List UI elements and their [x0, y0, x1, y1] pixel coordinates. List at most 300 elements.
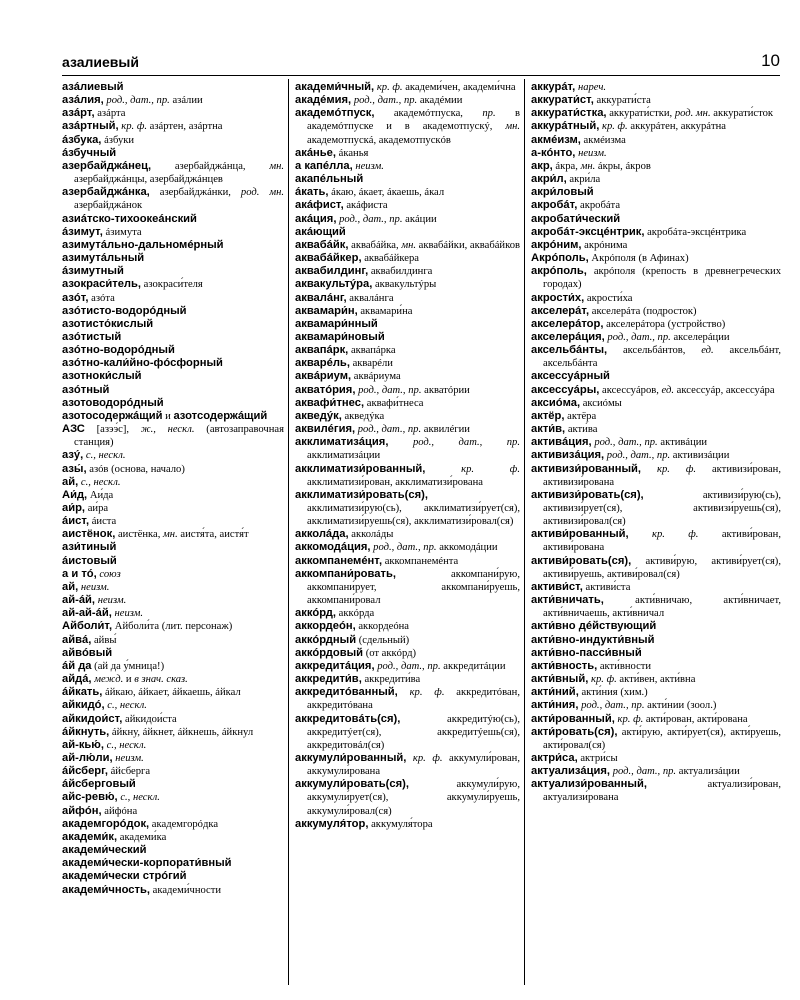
entry-text: аквамари́на — [357, 305, 413, 317]
headword: аккредитовáть(ся), — [295, 712, 401, 725]
headword: азóтисто-водорóдный — [62, 304, 187, 317]
dictionary-entry — [295, 818, 520, 831]
header-rule — [62, 75, 780, 76]
grammar-note: род., дат., пр. — [607, 331, 671, 343]
dictionary-entry — [62, 541, 284, 554]
headword: акселерáция, — [531, 330, 605, 343]
dictionary-entry — [531, 226, 781, 239]
dictionary-entry — [295, 410, 520, 423]
entry-text: активизи́рован, активизи́рована — [543, 463, 781, 488]
headword: активи́рованный, — [531, 528, 629, 541]
dictionary-entry — [62, 660, 284, 673]
dictionary-entry — [531, 726, 781, 752]
dictionary-entry — [62, 357, 284, 370]
dictionary-entry — [295, 568, 520, 607]
dictionary-entry — [531, 318, 781, 331]
dictionary-entry — [62, 278, 284, 291]
headword: активизи́ровать(ся), — [531, 488, 644, 501]
headword: айфóн, — [62, 804, 102, 817]
dictionary-entry — [295, 686, 520, 712]
dictionary-entry — [62, 739, 284, 752]
headword: акти́в, — [531, 423, 566, 436]
entry-text: Аи́да — [87, 489, 114, 501]
entry-text: аквабáйкера — [361, 253, 419, 265]
headword: акколáда, — [295, 528, 349, 541]
entry-text — [425, 464, 461, 475]
dictionary-entry — [62, 634, 284, 647]
dictionary-entry — [531, 752, 781, 765]
headword: азý, — [62, 449, 84, 462]
grammar-note: кр. ф. — [652, 529, 699, 541]
dictionary-entry — [295, 752, 520, 778]
headword: аквамари́новый — [295, 330, 385, 343]
headword: акáющий — [295, 225, 346, 238]
grammar-note: мн. — [505, 121, 520, 133]
headword: аккóрдовый — [295, 646, 364, 659]
dictionary-entry — [531, 463, 781, 489]
headword: áйкать, — [62, 686, 103, 699]
entry-text: áзимута — [102, 226, 142, 238]
entry-text: и — [162, 410, 174, 422]
dictionary-entry — [295, 344, 520, 357]
dictionary-entry — [62, 318, 284, 331]
headword: азотноки́слый — [62, 370, 142, 383]
headword: а и тó, — [62, 567, 97, 580]
entry-text: акти́ва — [565, 424, 598, 436]
entry-text: азербайджáнки, — [149, 187, 241, 199]
grammar-note: род., дат., пр. — [377, 660, 441, 672]
entry-text: аккредитýю(сь), аккредитýет(ся), аккредитýешь(ся), аккредитовáл(ся) — [307, 713, 520, 751]
dictionary-entry — [531, 160, 781, 173]
headword: акти́ния, — [531, 699, 579, 712]
dictionary-entry — [62, 344, 284, 357]
headword: азóтистый — [62, 330, 122, 343]
dictionary-entry — [62, 107, 284, 120]
dictionary-entry — [62, 699, 284, 712]
headword: акварéль, — [295, 357, 350, 370]
headword: ази́тиный — [62, 541, 117, 554]
dictionary-entry — [531, 686, 781, 699]
grammar-note: кр. ф. — [412, 752, 443, 764]
entry-text: аквáриума — [351, 371, 401, 383]
entry-text: активи́ста — [582, 581, 631, 593]
headword: АЗС — [62, 423, 85, 436]
entry-text: акрóполя (крепость в древнегреческих городах) — [543, 266, 781, 291]
entry-text: áкры, áкров — [595, 160, 651, 172]
entry-text: áиста — [89, 516, 117, 528]
dictionary-entry — [295, 252, 520, 265]
dictionary-entry — [62, 713, 284, 726]
dictionary-entry — [62, 594, 284, 607]
headword: акри́ловый — [531, 186, 594, 199]
entry-text: и — [123, 674, 135, 686]
grammar-note: с., нескл. — [120, 792, 160, 804]
headword: аккумули́рованный, — [295, 751, 407, 764]
dictionary-entry — [295, 647, 520, 660]
dictionary-entry — [295, 213, 520, 226]
entry-text: актуализи́рован, актуализи́рована — [543, 779, 781, 804]
entry-text: айкидои́ста — [122, 713, 177, 725]
dictionary-entry — [295, 107, 520, 146]
headword: азóтно-кали́йно-фóсфорный — [62, 357, 223, 370]
dictionary-entry — [62, 410, 284, 423]
dictionary-entry — [531, 107, 781, 120]
dictionary-entry — [62, 528, 284, 541]
entry-text: аквафи́тнеса — [364, 397, 424, 409]
entry-text — [641, 464, 657, 475]
dictionary-entry — [295, 607, 520, 620]
grammar-note: ед. — [661, 384, 674, 396]
dictionary-entry — [531, 699, 781, 712]
headword: аквакультýра, — [295, 278, 373, 291]
dictionary-entry — [62, 331, 284, 344]
entry-text: аквалáнга — [346, 292, 394, 304]
headword: азóт, — [62, 291, 89, 304]
entry-text: (ай да у́мница!) — [91, 660, 165, 672]
headword: áкать, — [295, 186, 329, 199]
headword: áйсберг, — [62, 765, 108, 778]
entry-text: акри́ла — [566, 174, 601, 186]
headword: аквапáрк, — [295, 344, 349, 357]
entry-text: áкра, — [552, 160, 581, 172]
dictionary-entry — [62, 818, 284, 831]
entry-text: акти́вничаю, акти́вничает, акти́вничаешь, акти́вничал — [543, 595, 781, 620]
grammar-note: неизм. — [115, 752, 144, 764]
entry-text: академи́чен, академи́чна — [402, 82, 516, 93]
dictionary-entry — [62, 726, 284, 739]
dictionary-entry — [62, 384, 284, 397]
grammar-note: род., дат., пр. — [612, 766, 677, 778]
dictionary-entry — [62, 515, 284, 528]
headword: акклиматизи́рованный, — [295, 462, 426, 475]
headword: акáция, — [295, 212, 337, 225]
dictionary-entry — [531, 239, 781, 252]
headword: áйсберговый — [62, 778, 136, 791]
grammar-note: неизм. — [114, 608, 144, 620]
headword: áист, — [62, 515, 90, 528]
entry-text: азóта — [88, 292, 115, 304]
headword: акти́вный, — [531, 673, 589, 686]
entry-text: аквакультýры — [372, 279, 437, 291]
headword: акклиматизи́ровать(ся), — [295, 488, 428, 501]
grammar-note: кр. ф. — [409, 687, 445, 699]
dictionary-entry — [531, 384, 781, 397]
entry-text: акти́вен, акти́вна — [616, 674, 696, 686]
dictionary-entry — [62, 265, 284, 278]
grammar-note: межд. — [94, 674, 124, 686]
dictionary-entry — [62, 186, 284, 212]
headword: актёр, — [531, 409, 565, 422]
headword: акробáт-эксцéнтрик, — [531, 225, 645, 238]
headword: ай, — [62, 580, 79, 593]
headword: азы́, — [62, 462, 87, 475]
headword: áзимутный — [62, 265, 124, 278]
dictionary-entry — [62, 765, 284, 778]
entry-text: áзбуки — [101, 134, 135, 146]
dictionary-entry — [295, 673, 520, 686]
entry-text: акрости́ха — [584, 292, 633, 304]
grammar-note: род., дат., пр. — [412, 437, 520, 449]
headword: а капéлла, — [295, 159, 353, 172]
headword: аккóрд, — [295, 607, 337, 620]
headword: активи́ровать(ся), — [531, 554, 632, 567]
dictionary-entry — [531, 94, 781, 107]
dictionary-entry — [531, 199, 781, 212]
headword: акклиматизáция, — [295, 436, 389, 449]
entry-text: азокраси́теля — [141, 279, 203, 291]
headword: активи́ст, — [531, 580, 583, 593]
entry-text: азóв (основа, начало) — [86, 463, 185, 475]
entry-text: акселерáтора (устройство) — [603, 318, 726, 330]
dictionary-entry — [295, 634, 520, 647]
headword: акри́л, — [531, 173, 567, 186]
entry-text: аккурати́сток — [710, 108, 774, 120]
headword: азимутáльный — [62, 252, 145, 265]
dictionary-entry — [62, 857, 284, 870]
entry-text: в академóтпуске и в академотпускý, — [307, 108, 520, 133]
headword: аи́р, — [62, 502, 86, 514]
grammar-note: ед. — [701, 345, 714, 357]
dictionary-column-1 — [62, 81, 284, 897]
entry-text: акти́рую, акти́рует(ся), акти́руешь, акти́ровал(ся) — [543, 726, 781, 751]
entry-text: аккредитáции — [440, 660, 506, 672]
headword: áзбучный — [62, 146, 117, 159]
entry-text: акварéли — [349, 358, 393, 370]
dictionary-entry — [531, 134, 781, 147]
entry-text: аккурати́стки, — [606, 108, 675, 120]
headword: азотсодержáщий — [173, 409, 268, 422]
grammar-note: род., дат., пр. — [106, 95, 170, 107]
headword: ай, — [62, 475, 79, 488]
entry-text: айфóна — [101, 805, 138, 817]
grammar-note: неизм. — [80, 581, 110, 593]
entry-text: аккредитóван, аккредитóвана — [307, 687, 520, 712]
entry-text: аквабáйка, — [348, 239, 402, 251]
dictionary-entry — [531, 765, 781, 778]
dictionary-entry — [295, 370, 520, 383]
entry-text: азербайджáнца, — [151, 160, 270, 172]
headword: акмéизм, — [531, 133, 581, 146]
dictionary-entry — [295, 660, 520, 673]
headword: акрости́х, — [531, 291, 585, 304]
headword: aзáлиевый — [62, 81, 124, 93]
headword: актуализи́рованный, — [531, 778, 647, 791]
dictionary-entry — [531, 528, 781, 554]
grammar-note: союз — [99, 568, 121, 580]
dictionary-entry — [295, 384, 520, 397]
entry-text: аккредити́ва — [361, 674, 421, 686]
dictionary-entry — [531, 673, 781, 686]
headword: айвá, — [62, 633, 92, 646]
entry-text: аккомпанемéнта — [382, 555, 459, 567]
headword: азáртный, — [62, 120, 119, 133]
dictionary-entry — [531, 594, 781, 620]
column-divider — [288, 79, 289, 985]
dictionary-entry — [531, 620, 781, 633]
dictionary-entry — [295, 292, 520, 305]
entry-text: академи́ка — [117, 831, 167, 843]
dictionary-entry — [62, 647, 284, 660]
dictionary-entry — [62, 581, 284, 594]
dictionary-entry — [62, 94, 284, 107]
grammar-note: кр. ф. — [461, 463, 520, 475]
grammar-note: с., нескл. — [107, 700, 147, 712]
dictionary-entry — [295, 541, 520, 554]
dictionary-entry — [295, 147, 520, 160]
headword: активизи́рованный, — [531, 462, 642, 475]
entry-text: азáлии — [169, 95, 203, 107]
dictionary-entry — [62, 673, 284, 686]
entry-text: акти́рован, акти́рована — [643, 713, 748, 725]
headword: аксельбáнты, — [531, 344, 608, 357]
dictionary-entry — [531, 647, 781, 660]
headword: академи́чески стрóгий — [62, 870, 187, 883]
grammar-note: род., дат., пр. — [357, 424, 422, 436]
entry-text: аксельбáнт, аксельбáнта — [543, 345, 781, 370]
headword: акватóрия, — [295, 383, 356, 396]
entry-text — [629, 529, 652, 540]
entry-text: аистя́та, аистя́т — [177, 529, 249, 541]
entry-text: аккордеóна — [355, 621, 410, 633]
dictionary-entry — [62, 147, 284, 160]
dictionary-entry — [62, 449, 284, 462]
headword: аксессуáрный — [531, 370, 610, 383]
column-divider — [524, 79, 525, 985]
headword: активáция, — [531, 436, 592, 449]
entry-text: активизáции — [670, 450, 730, 462]
dictionary-entry — [62, 502, 284, 515]
grammar-note: род., дат., пр. — [581, 700, 645, 712]
entry-text: актри́сы — [577, 752, 618, 764]
entry-text: акклиматизáции — [307, 450, 381, 462]
dictionary-entry — [295, 81, 520, 94]
entry-text: аистёнка, — [115, 529, 164, 541]
entry-text: Айболи́та (лит. персонаж) — [112, 621, 233, 633]
headword: акти́вничать, — [531, 594, 604, 607]
dictionary-entry — [62, 791, 284, 804]
headword: аккумули́ровать(ся), — [295, 778, 409, 791]
headword: айс-ревю́, — [62, 791, 118, 804]
entry-text: актёра — [564, 410, 597, 422]
running-head-word: азалиевый — [62, 54, 139, 70]
headword: айвóвый — [62, 646, 113, 659]
dictionary-entry — [531, 252, 781, 265]
dictionary-entry — [531, 305, 781, 318]
dictionary-entry — [62, 239, 284, 252]
grammar-note: мн. — [401, 239, 416, 251]
dictionary-entry — [295, 239, 520, 252]
dictionary-entry — [531, 436, 781, 449]
entry-text: акселерáта (подросток) — [589, 305, 697, 317]
headword: аквабилдинг, — [295, 265, 369, 278]
headword: азотосодержáщий — [62, 409, 163, 422]
entry-text: акадéмии — [417, 95, 463, 107]
dictionary-entry — [531, 410, 781, 423]
headword: академи́чный, — [295, 81, 375, 93]
dictionary-entry — [62, 134, 284, 147]
entry-text: áканья — [336, 147, 369, 159]
headword: акáнье, — [295, 146, 337, 159]
headword: аквабáйк, — [295, 238, 349, 251]
entry-text: аккóрда — [336, 608, 375, 620]
grammar-note: кр. ф. — [121, 121, 147, 133]
headword: азóтный — [62, 383, 110, 396]
headword: акробáт, — [531, 199, 578, 212]
headword: азокраси́тель, — [62, 278, 142, 291]
dictionary-entry — [62, 476, 284, 489]
headword: Айболи́т, — [62, 620, 113, 633]
dictionary-entry — [295, 436, 520, 462]
entry-text: áйсберга — [107, 766, 151, 778]
dictionary-entry — [531, 265, 781, 291]
entry-text: акклиматизи́рую(сь), акклиматизи́рует(ся), акклиматизи́руешь(ся), акклиматизи́ровал(ся) — [307, 503, 520, 528]
dictionary-entry — [295, 265, 520, 278]
dictionary-entry — [62, 226, 284, 239]
entry-text: акáции — [402, 213, 437, 225]
grammar-note: с., нескл. — [85, 450, 126, 462]
headword: акробати́ческий — [531, 212, 621, 225]
entry-text: аи́ра — [85, 503, 109, 514]
dictionary-entry — [531, 213, 781, 226]
entry-text: активи́рован, активи́рована — [543, 529, 781, 554]
dictionary-entry — [295, 173, 520, 186]
entry-text: аккумули́рую, аккумули́рует(ся), аккумули́руешь, аккумули́ровал(ся) — [307, 779, 520, 817]
entry-text: áкаю, áкает, áкаешь, áкал — [328, 187, 445, 199]
entry-text: акватóрии — [421, 384, 470, 396]
entry-text: аккурати́ста — [593, 95, 651, 107]
dictionary-entry — [531, 81, 781, 94]
headword: академóтпуск, — [295, 107, 375, 120]
headword: акти́вно дéйствующий — [531, 620, 657, 633]
entry-text: áйкаю, áйкает, áйкаешь, áйкал — [102, 687, 241, 699]
headword: аквилéгия, — [295, 423, 356, 436]
headword: аквамари́нный — [295, 317, 378, 330]
headword: академи́чески-корпорати́вный — [62, 857, 232, 870]
dictionary-entry — [531, 292, 781, 305]
headword: áйкнуть, — [62, 725, 110, 738]
dictionary-entry — [62, 370, 284, 383]
dictionary-entry — [62, 423, 284, 449]
dictionary-entry — [62, 752, 284, 765]
grammar-note: в знач. сказ. — [134, 674, 188, 686]
entry-text: азербайджáнок — [74, 200, 143, 212]
headword: академи́ческий — [62, 844, 147, 857]
dictionary-entry — [295, 357, 520, 370]
entry-text: акселерáции — [670, 331, 730, 343]
dictionary-entry — [62, 805, 284, 818]
entry-text: áйкну, áйкнет, áйкнешь, áйкнул — [109, 726, 254, 738]
headword: акти́вность, — [531, 659, 598, 672]
headword: акрóполь, — [531, 265, 587, 278]
headword: академи́чность, — [62, 883, 150, 896]
dictionary-entry — [295, 489, 520, 528]
dictionary-entry — [62, 81, 284, 94]
headword: аксиóма, — [531, 396, 581, 409]
headword: аккомпанемéнт, — [295, 554, 383, 567]
headword: айдá, — [62, 673, 92, 686]
grammar-note: нареч. — [577, 82, 607, 93]
entry-text: азáрта — [94, 108, 126, 120]
dictionary-entry — [62, 607, 284, 620]
headword: активизáция, — [531, 449, 605, 462]
dictionary-entry — [62, 160, 284, 186]
entry-text: аккумуля́тора — [368, 818, 433, 830]
grammar-note: род., дат., пр. — [353, 95, 418, 107]
headword: Акрóполь, — [531, 252, 589, 265]
headword: аккурати́ст, — [531, 94, 594, 107]
headword: áистовый — [62, 554, 117, 567]
headword: акселерáтор, — [531, 317, 604, 330]
